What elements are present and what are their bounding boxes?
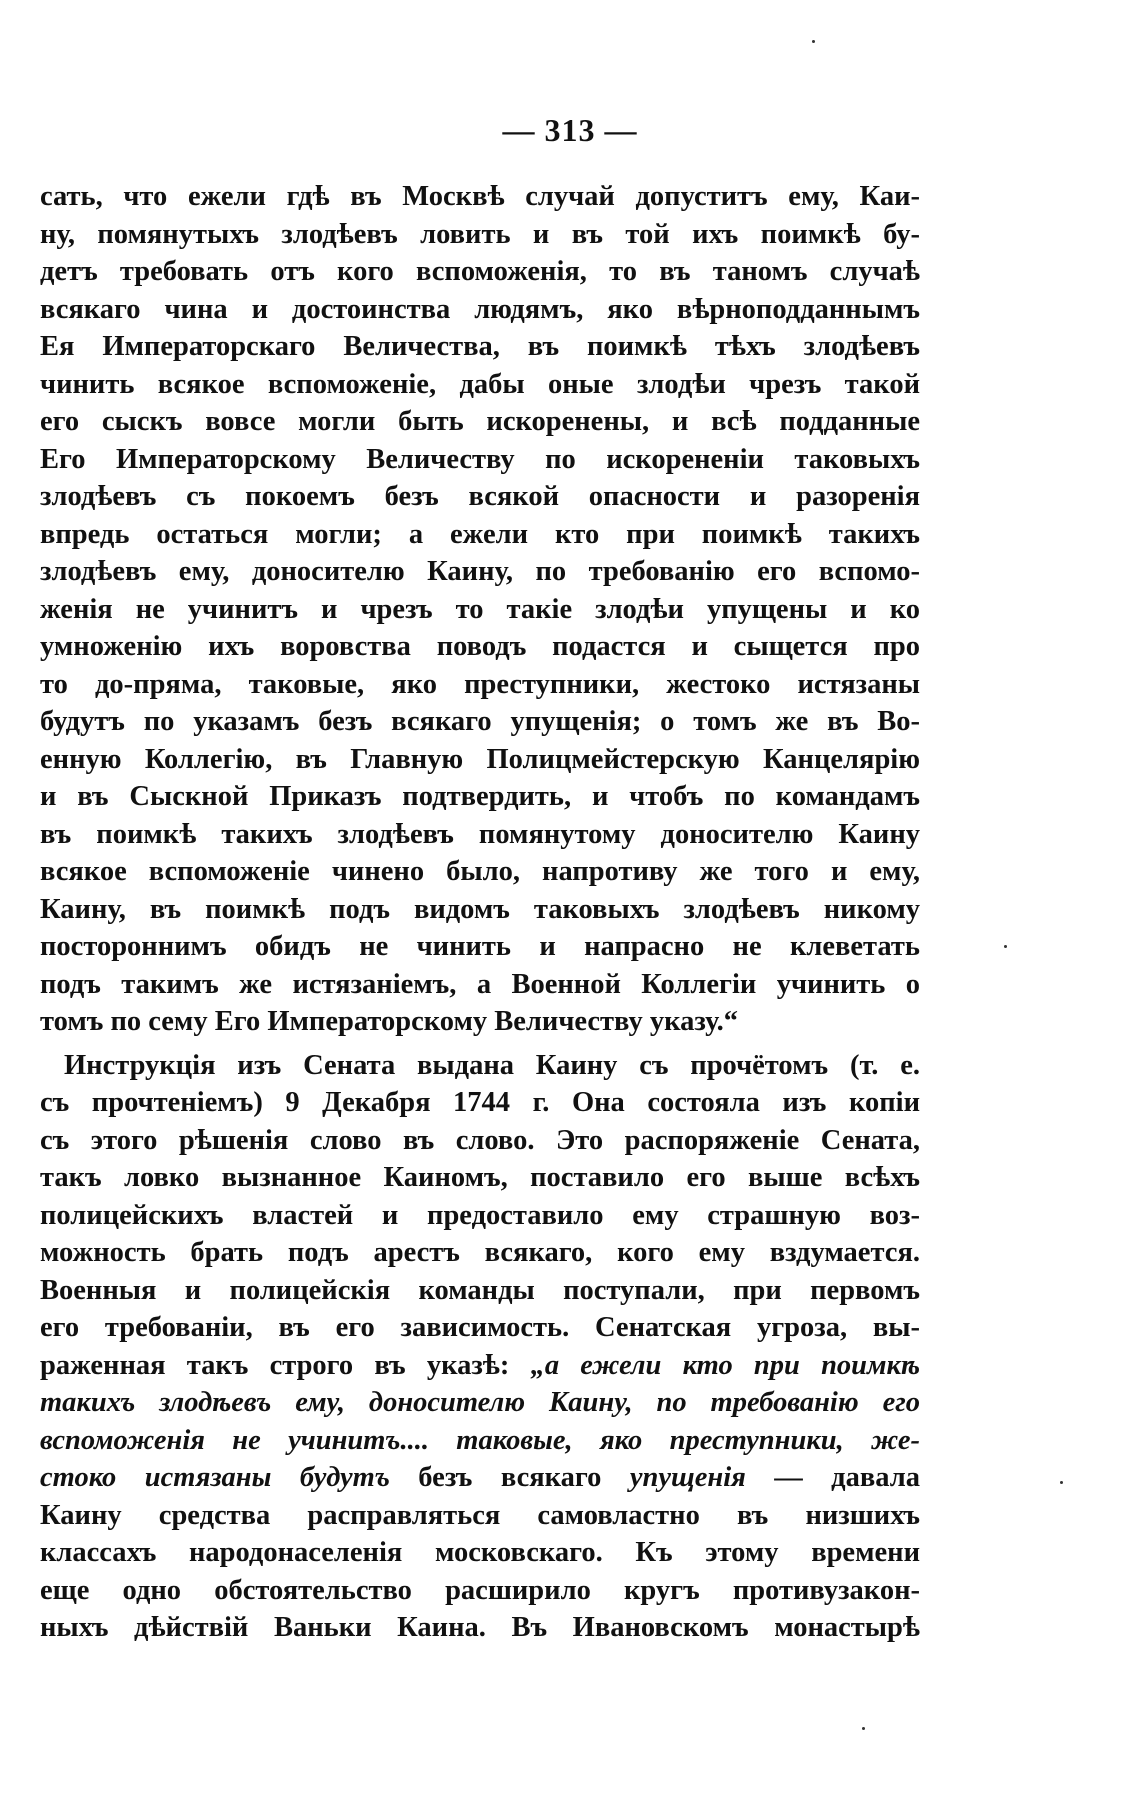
body-text <box>40 178 920 1647</box>
text-line: еще одно обстоятельство расширило кругъ противузакон- <box>40 1574 920 1606</box>
text-run: раженная такъ строго въ указѣ: <box>40 1349 531 1381</box>
text-line: классахъ народонаселенія московскаго. Къ этому времени <box>40 1537 920 1568</box>
text-line: Инструкція изъ Сената выдана Каину съ прочётомъ (т. е. <box>64 1049 920 1081</box>
text-line: его сыскъ вовсе могли быть искоренены, и всѣ подданные <box>40 406 920 437</box>
print-speck <box>1004 945 1007 948</box>
text-line: съ прочтеніемъ) 9 Декабря 1744 г. Она состояла изъ копіи <box>40 1087 920 1118</box>
text-line: и въ Сыскной Приказъ подтвердить, и чтобъ по командамъ <box>40 781 920 812</box>
text-line: въ поимкѣ такихъ злодѣевъ помянутому доносителю Каину <box>40 818 920 850</box>
text-line: будутъ по указамъ безъ всякаго упущенія; о томъ же въ Во- <box>40 706 920 737</box>
text-line: Его Императорскому Величеству по искорененіи таковыхъ <box>40 443 920 475</box>
quoted-text-line: вспоможенія не учинитъ.... таковые, яко преступники, же- <box>40 1424 920 1456</box>
print-speck <box>862 1727 865 1730</box>
text-line: женія не учинитъ и чрезъ то такіе злодѣи упущены и ко <box>40 593 920 625</box>
text-line: ну, помянутыхъ злодѣевъ ловить и въ той ихъ поимкѣ бу- <box>40 218 920 250</box>
text-line: съ этого рѣшенія слово въ слово. Это распоряженіе Сената, <box>40 1124 920 1156</box>
print-speck <box>812 40 815 43</box>
quoted-text-run: „а ежели кто при поимкѣ <box>530 1349 920 1381</box>
text-line: сать, что ежели гдѣ въ Москвѣ случай допуститъ ему, Каи- <box>40 181 920 212</box>
text-line-mixed <box>40 1459 920 1497</box>
quoted-text-run: стоко истязаны будутъ <box>40 1462 390 1493</box>
text-line: томъ по сему Его Императорскому Величеству указу.“ <box>40 1006 738 1037</box>
quoted-text-line: такихъ злодѣевъ ему, доносителю Каину, по требованію его <box>40 1387 920 1418</box>
text-line: Военныя и полицейскія команды поступали, при первомъ <box>40 1274 920 1306</box>
text-line: Каину, въ поимкѣ подъ видомъ таковыхъ злодѣевъ никому <box>40 893 920 925</box>
text-line: ныхъ дѣйствій Ваньки Каина. Въ Ивановскомъ монастырѣ <box>40 1612 920 1643</box>
quoted-text-run: упущенія <box>629 1462 746 1493</box>
text-line: умноженію ихъ воровства поводъ подастся и сыщется про <box>40 631 920 662</box>
text-line: злодѣевъ ему, доносителю Каину, по требованію его вспомо- <box>40 556 920 587</box>
text-line: такъ ловко вызнанное Каиномъ, поставило его выше всѣхъ <box>40 1162 920 1193</box>
text-line: всякаго чина и достоинства людямъ, яко вѣрноподданнымъ <box>40 293 920 325</box>
text-line: Ея Императорскаго Величества, въ поимкѣ тѣхъ злодѣевъ <box>40 331 920 362</box>
text-line-mixed <box>40 1347 920 1385</box>
text-run: — давала <box>745 1462 920 1493</box>
text-line: енную Коллегію, въ Главную Полицмейстерскую Канцелярію <box>40 743 920 775</box>
text-line: детъ требовать отъ кого вспоможенія, то въ таномъ случаѣ <box>40 256 920 287</box>
text-line: чинить всякое вспоможеніе, дабы оные злодѣи чрезъ такой <box>40 368 920 400</box>
text-run: безъ всякаго <box>389 1462 630 1493</box>
text-line: можность брать подъ арестъ всякаго, кого ему вздумается. <box>40 1237 920 1268</box>
text-line: его требованіи, въ его зависимость. Сенатская угроза, вы- <box>40 1312 920 1343</box>
text-line: злодѣевъ съ покоемъ безъ всякой опасности и разоренія <box>40 481 920 512</box>
paragraph-1 <box>40 178 920 1041</box>
text-line: то до-пряма, таковые, яко преступники, жестоко истязаны <box>40 668 920 700</box>
text-line: Каину средства расправляться самовластно въ низшихъ <box>40 1499 920 1531</box>
paragraph-2 <box>40 1047 920 1647</box>
print-speck <box>1060 1481 1063 1484</box>
text-line: полицейскихъ властей и предоставило ему страшную воз- <box>40 1199 920 1231</box>
text-line: постороннимъ обидъ не чинить и напрасно не клеветать <box>40 931 920 962</box>
text-line: впредь остаться могли; а ежели кто при поимкѣ такихъ <box>40 518 920 550</box>
page-number: — 313 — <box>502 112 638 148</box>
text-line: всякое вспоможеніе чинено было, напротиву же того и ему, <box>40 856 920 887</box>
text-line: подъ такимъ же истязаніемъ, а Военной Коллегіи учинить о <box>40 968 920 1000</box>
